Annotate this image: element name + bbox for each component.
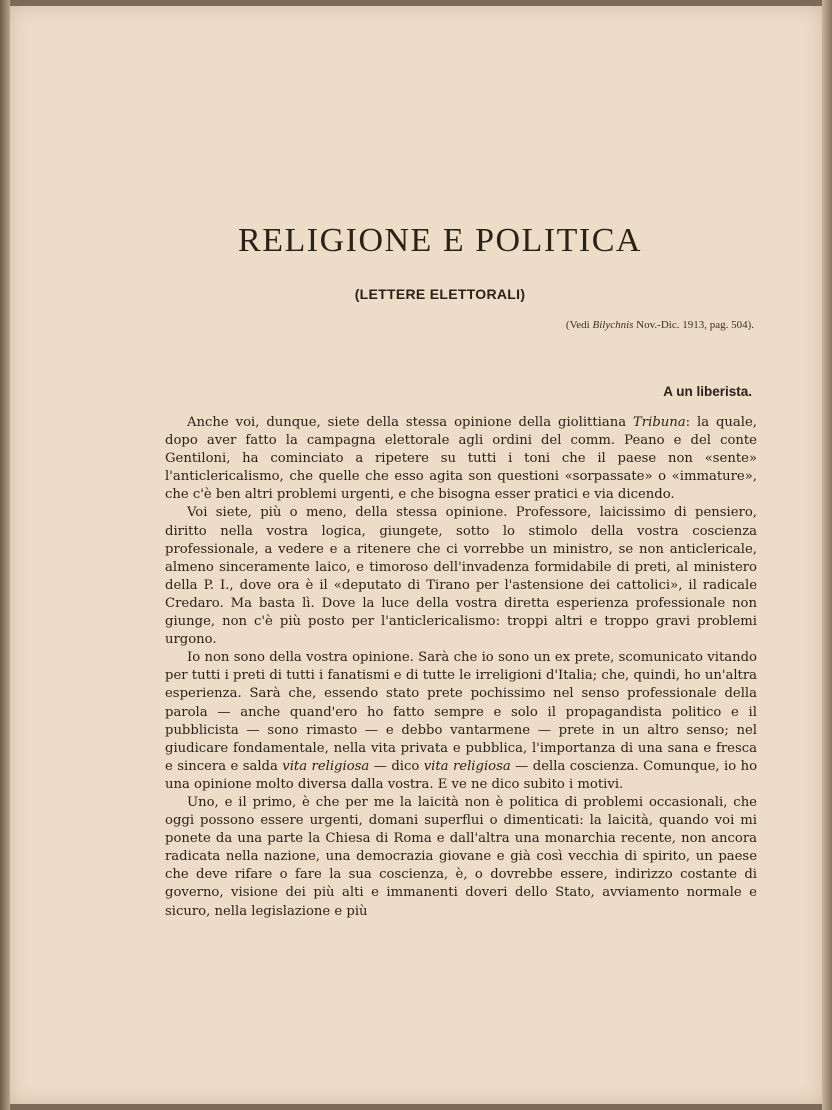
dedication: A un liberista. <box>663 384 752 399</box>
reference-rest: Nov.-Dic. 1913, pag. 504). <box>633 319 754 331</box>
paragraph <box>165 414 757 504</box>
text-run: Voi siete, più o meno, della stessa opinione. Professore, laicissimo di pensiero, diritto nella vostra logica, giungete, sotto lo stimolo della vostra coscienza professionale, a vedere e a ritenere che ci vorrebbe un ministro, se non anticlericale, almeno sinceramente laico, e timoroso dell'invadenza formidabile di preti, al ministero della P. I., dove ora è il «deputato di Tirano per l'astensione dei cattolici», il radicale Credaro. Ma basta lì. Dove la luce della vostra diretta esperienza professionale non giunge, non c'è più posto per l'anticlericalismo: troppi altri e troppo gravi problemi urgono. <box>165 505 757 648</box>
binding-edge <box>0 0 10 1110</box>
paragraph <box>165 649 757 794</box>
paragraph <box>165 504 757 649</box>
reference-prefix: (Vedi <box>565 319 593 331</box>
article-body <box>165 414 757 921</box>
reference-note <box>566 319 754 331</box>
article-title: RELIGIONE E POLITICA <box>238 222 642 259</box>
text-run: Io non sono della vostra opinione. Sarà che io sono un ex prete, scomunicato vitando per tutti i preti di tutti i fanatismi e di tutte le irreligioni d'Italia; che, quindi, ho un'altra esperienza. Sarà che, essendo stato prete pochissimo nel senso professionale della parola — anche quand'ero ho fatto sempre e solo il propagandista politico e il pubblicista — sono rimasto — e debbo vantarmene — prete in un altro senso; nel giudicare fondamentale, nella vita privata e pubblica, l'importanza di una sana e fresca e sincera e salda <box>165 650 757 774</box>
text-run: Anche voi, dunque, siete della stessa opinione della giolittiana <box>187 415 634 430</box>
italic-run: vita religiosa <box>282 758 370 774</box>
text-run: : la quale, dopo aver fatto la campagna elettorale agli ordini del comm. Peano e del conte Gentiloni, ha cominciato a ripetere su tutti i toni che il paese non «sente» l'anticlericalismo, che quelle che esso agita son questioni «sorpassate» o «immature», che c'è ben altri problemi urgenti, e che bisogna esser pratici e via dicendo. <box>165 415 758 503</box>
italic-run: Tribuna <box>633 415 686 430</box>
italic-run: vita religiosa <box>423 758 511 774</box>
article-subtitle: (LETTERE ELETTORALI) <box>354 286 526 302</box>
text-run: Uno, e il primo, è che per me la laicità non è politica di problemi occasionali, che oggi possono essere urgenti, domani superflui o dimenticati: la laicità, quando voi mi ponete da una parte la Chiesa di Roma e dall'altra una monarchia recente, non ancora radicata nella nazione, una democrazia giovane e già così vecchia di spirito, un paese che deve rifare o fare la sua coscienza, è, o dovrebbe essere, indirizzo costante di governo, visione dei più alti e immanenti doveri dello Stato, avviamento normale e sicuro, nella legislazione e più <box>165 794 757 919</box>
paragraph <box>165 794 757 921</box>
page-edge <box>822 0 832 1110</box>
reference-journal: Bilychnis <box>592 319 634 331</box>
text-run: — dico <box>369 758 424 774</box>
text-run: — della coscienza. Comunque, io ho una opinione molto diversa dalla vostra. E ve ne dico subito i motivi. <box>165 758 758 792</box>
